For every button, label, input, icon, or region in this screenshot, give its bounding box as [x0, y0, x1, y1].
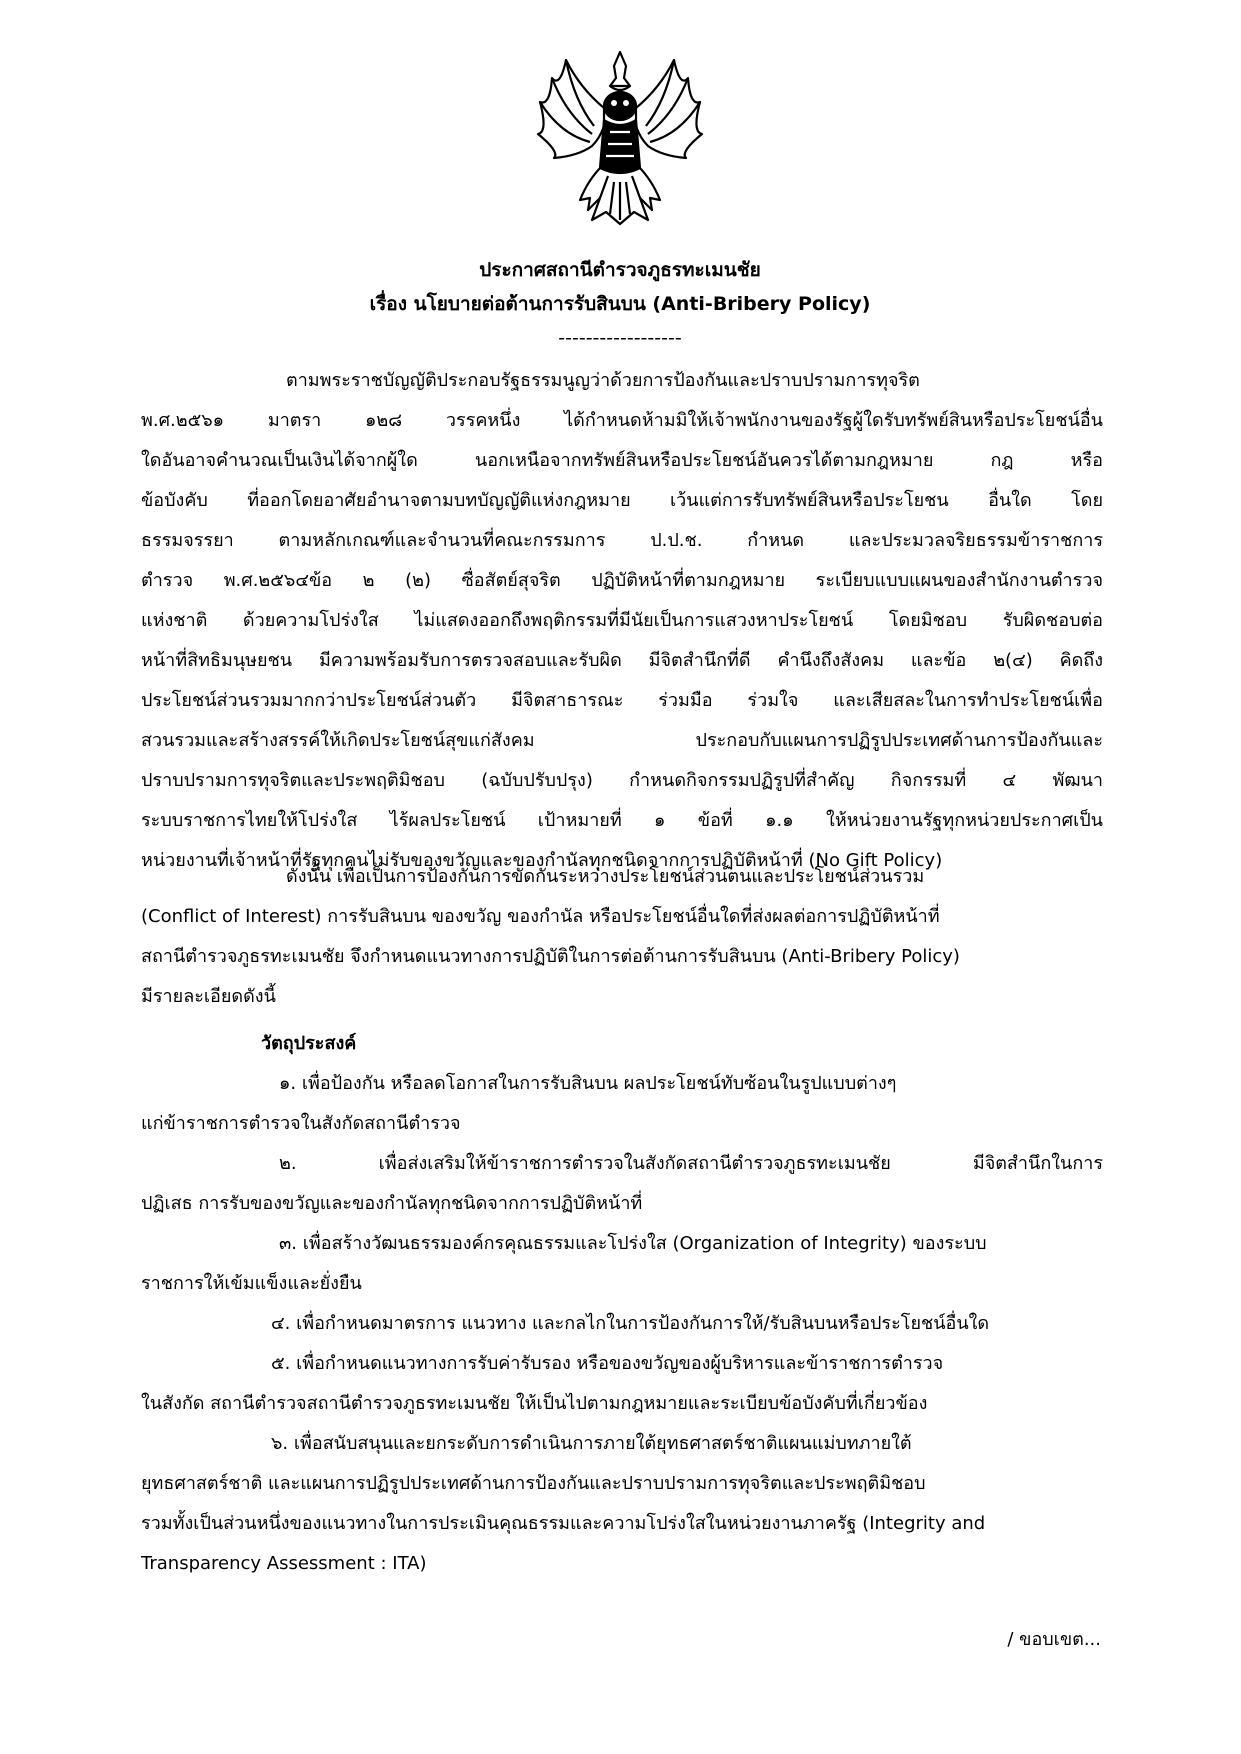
objective-item: ๑. เพื่อป้องกัน หรือลดโอกาสในการรับสินบน ผลประโยชน์ทับซ้อนในรูปแบบต่างๆ — [279, 1073, 897, 1094]
page-continuation: / ขอบเขต... — [1007, 1629, 1101, 1650]
text-line: หน่วยงานที่เจ้าหน้าที่รัฐทุกคนไม่รับของขวัญและของกำนัลทุกชนิดจากการปฏิบัติหน้าที่ (No Gift Policy) — [141, 850, 943, 871]
text-line: พ.ศ.๒๕๖๑ มาตรา ๑๒๘ วรรคหนึ่ง ได้กำหนดห้ามมิให้เจ้าพนักงานของรัฐผู้ใดรับทรัพย์สินหรือประโยชน์อื่น — [141, 410, 1103, 431]
text-line: ตำรวจ พ.ศ.๒๕๖๔ข้อ ๒ (๒) ซื่อสัตย์สุจริต ปฏิบัติหน้าที่ตามกฎหมาย ระเบียบแบบแผนของสำนักงานตำรวจ — [141, 570, 1103, 591]
text-line: มีรายละเอียดดังนี้ — [141, 986, 276, 1007]
text-line: รวมทั้งเป็นส่วนหนึ่งของแนวทางในการประเมินคุณธรรมและความโปร่งใสในหน่วยงานภาครัฐ (Integrity and — [141, 1513, 986, 1534]
text-line: (Conflict of Interest) การรับสินบน ของขวัญ ของกำนัล หรือประโยชน์อื่นใดที่ส่งผลต่อการปฏิบัติหน้าที่ — [141, 906, 940, 927]
text-line: แห่งชาติ ด้วยความโปร่งใส ไม่แสดงออกถึงพฤติกรรมที่มีนัยเป็นการแสวงหาประโยชน์ โดยมิชอบ รับผิดชอบต่อ — [141, 610, 1103, 631]
objective-item: ๔. เพื่อกำหนดมาตรการ แนวทาง และกลไกในการป้องกันการให้/รับสินบนหรือประโยชน์อื่นใด — [271, 1313, 990, 1334]
preamble-paragraph — [141, 361, 1103, 881]
title-separator: ------------------ — [558, 327, 682, 349]
text-line: หน้าที่สิทธิมนุษยชน มีความพร้อมรับการตรวจสอบและรับผิด มีจิตสำนึกที่ดี คำนึงถึงสังคม และข้อ ๒(๔) คิดถึง — [141, 650, 1103, 671]
text-line: Transparency Assessment : ITA) — [141, 1553, 427, 1574]
text-line: ประโยชน์ส่วนรวมมากกว่าประโยชน์ส่วนตัว มีจิตสาธารณะ ร่วมมือ ร่วมใจ และเสียสละในการทำประโยชน์เพื่อ — [141, 690, 1103, 711]
text-line: ธรรมจรรยา ตามหลักเกณฑ์และจำนวนที่คณะกรรมการ ป.ป.ช. กำหนด และประมวลจริยธรรมข้าราชการ — [141, 530, 1103, 551]
text-line: แก่ข้าราชการตำรวจในสังกัดสถานีตำรวจ — [141, 1113, 461, 1134]
text-line: ราชการให้เข้มแข็งและยั่งยืน — [141, 1273, 362, 1294]
objective-item: ๒. เพื่อส่งเสริมให้ข้าราชการตำรวจในสังกัดสถานีตำรวจภูธรทะเมนชัย มีจิตสำนึกในการ — [279, 1153, 1103, 1174]
garuda-emblem-icon — [530, 48, 710, 226]
text-line: ปฏิเสธ การรับของขวัญและของกำนัลทุกชนิดจากการปฏิบัติหน้าที่ — [141, 1193, 643, 1214]
text-line: ดังนั้น เพื่อเป็นการป้องกันการขัดกันระหว่างประโยชน์ส่วนตนและประโยชน์ส่วนรวม — [286, 866, 925, 887]
announcement-subject: เรื่อง นโยบายต่อต้านการรับสินบน (Anti-Bribery Policy) — [369, 293, 871, 315]
text-line: ระบบราชการไทยให้โปร่งใส ไร้ผลประโยชน์ เป้าหมายที่ ๑ ข้อที่ ๑.๑ ให้หน่วยงานรัฐทุกหน่วยประกาศเป็น — [141, 810, 1103, 831]
objective-item: ๖. เพื่อสนับสนุนและยกระดับการดำเนินการภายใต้ยุทธศาสตร์ชาติแผนแม่บทภายใต้ — [271, 1433, 912, 1454]
text-line: ตามพระราชบัญญัติประกอบรัฐธรรมนูญว่าด้วยการป้องกันและปราบปรามการทุจริต — [286, 370, 920, 391]
text-line: สวนรวมและสร้างสรรค์ให้เกิดประโยชน์สุขแก่สังคม ประกอบกับแผนการปฏิรูปประเทศด้านการป้องกันและ — [141, 730, 1103, 751]
text-line: ปราบปรามการทุจริตและประพฤติมิชอบ (ฉบับปรับปรุง) กำหนดกิจกรรมปฏิรูปที่สำคัญ กิจกรรมที่ ๔ พัฒนา — [141, 770, 1103, 791]
announcement-title: ประกาศสถานีตำรวจภูธรทะเมนชัย — [479, 259, 761, 281]
objectives-heading: วัตถุประสงค์ — [261, 1033, 357, 1054]
objective-item: ๓. เพื่อสร้างวัฒนธรรมองค์กรคุณธรรมและโปร่งใส (Organization of Integrity) ของระบบ — [279, 1233, 987, 1254]
text-line: สถานีตำรวจภูธรทะเมนชัย จึงกำหนดแนวทางการปฏิบัติในการต่อต้านการรับสินบน (Anti-Bribery Policy) — [141, 946, 960, 967]
objective-item: ๕. เพื่อกำหนดแนวทางการรับค่ารับรอง หรือของขวัญของผู้บริหารและข้าราชการตำรวจ — [271, 1353, 944, 1374]
text-line: ยุทธศาสตร์ชาติ และแผนการปฏิรูปประเทศด้านการป้องกันและปราบปรามการทุจริตและประพฤติมิชอบ — [141, 1473, 926, 1494]
text-line: ข้อบังคับ ที่ออกโดยอาศัยอำนาจตามบทบัญญัติแห่งกฎหมาย เว้นแต่การรับทรัพย์สินหรือประโยชน อื่นใด โดย — [141, 490, 1103, 511]
text-line: ใดอันอาจคำนวณเป็นเงินได้จากผู้ใด นอกเหนือจากทรัพย์สินหรือประโยชน์อันควรได้ตามกฎหมาย กฎ หรือ — [141, 450, 1103, 471]
purpose-paragraph — [141, 857, 1103, 1017]
objectives-section — [141, 1024, 1103, 1584]
text-line: ในสังกัด สถานีตำรวจสถานีตำรวจภูธรทะเมนชัย ให้เป็นไปตามกฎหมายและระเบียบข้อบังคับที่เกี่ยวข้อง — [141, 1393, 928, 1414]
